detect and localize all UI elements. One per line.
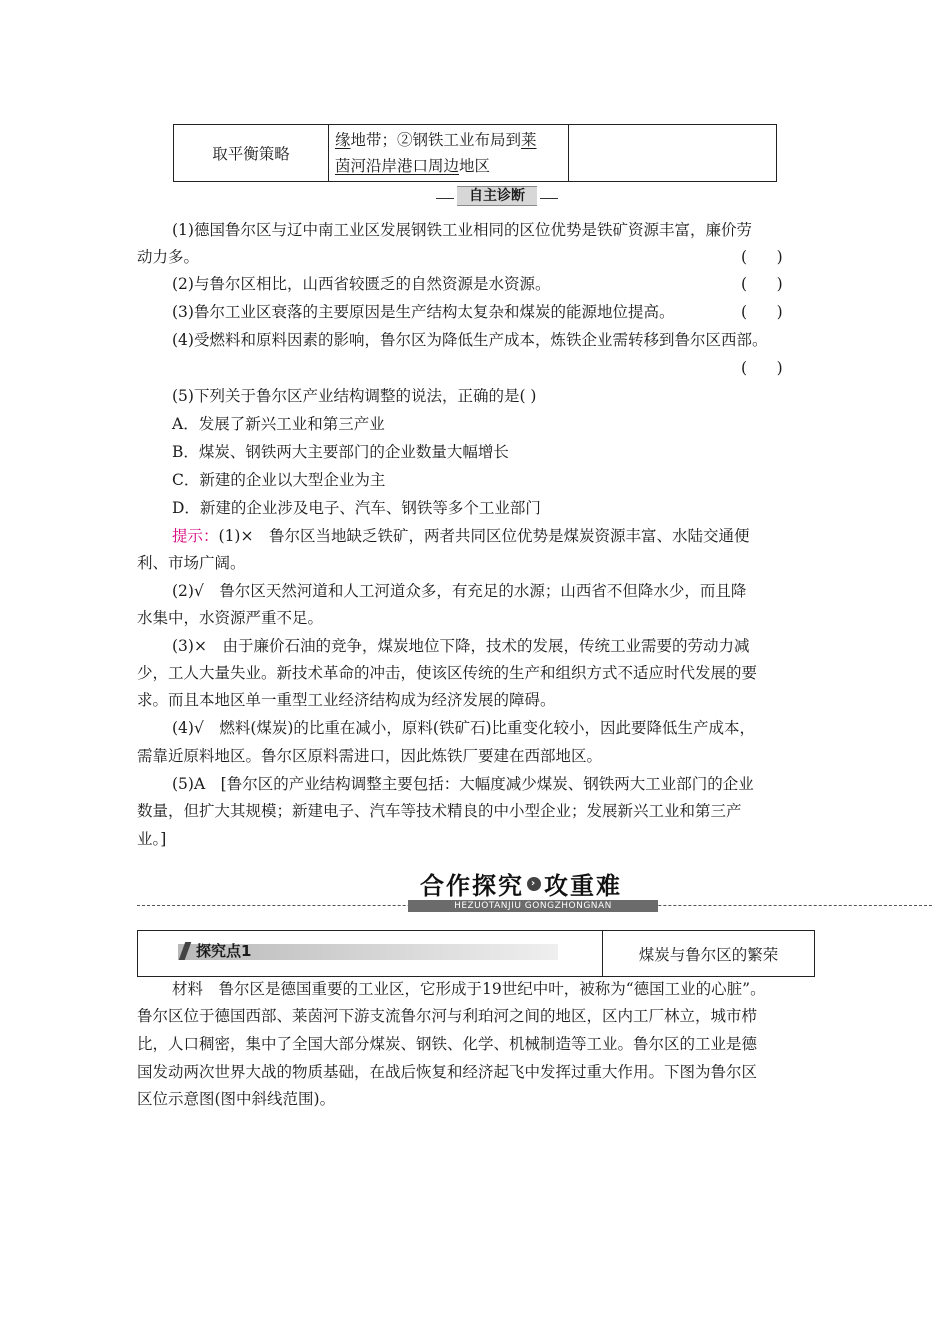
option-d: D．新建的企业涉及电子、汽车、钢铁等多个工业部门 (172, 499, 541, 517)
hint-answer-5-cont: 数量，但扩大其规模；新建电子、汽车等技术精良的中小型企业；发展新兴工业和第三产 (137, 802, 742, 820)
underlined-text: 莱 (521, 131, 537, 149)
material-para-cont: 国发动两次世界大战的物质基础，在战后恢复和经济起飞中发挥过重大作用。下图为鲁尔区 (137, 1063, 758, 1081)
header-rule-left (436, 198, 454, 199)
material-para-cont: 区位示意图(图中斜线范围)。 (137, 1090, 336, 1108)
answer-blank: ( ) (741, 248, 783, 266)
cell-text: 地区 (459, 157, 491, 175)
hint-answer-3: (3)× 由于廉价石油的竞争，煤炭地位下降，技术的发展，传统工业需要的劳动力减 (172, 637, 750, 655)
cooperation-subtitle: HEZUOTANJIU GONGZHONGNAN (408, 900, 658, 912)
option-a: A．发展了新兴工业和第三产业 (172, 415, 385, 433)
underlined-text: 茵河沿岸港口周边 (335, 157, 460, 175)
material-para-cont: 比，人口稠密，集中了全国大部分煤炭、钢铁、化学、机械制造等工业。鲁尔区的工业是德 (137, 1035, 758, 1053)
header-rule-right (540, 198, 558, 199)
question-1-cont: 动力多。 (137, 248, 200, 266)
hint-answer-3-cont: 少，工人大量失业。新技术革命的冲击，使该区传统的生产和组织方式不适应时代发展的要 (137, 664, 758, 682)
explore-label-cell (138, 931, 603, 976)
cooperation-header (420, 866, 622, 901)
strategy-label-cell: 取平衡策略 (174, 125, 329, 181)
option-b: B．煤炭、钢铁两大主要部门的企业数量大幅增长 (172, 443, 509, 461)
explore-label: 探究点1 (196, 942, 252, 960)
explore-topic: 煤炭与鲁尔区的繁荣 (638, 945, 779, 964)
question-1: (1)德国鲁尔区与辽中南工业区发展钢铁工业相同的区位优势是铁矿资源丰富，廉价劳 (172, 221, 752, 239)
hint-answer-1 (172, 525, 749, 547)
question-3: (3)鲁尔工业区衰落的主要原因是生产结构太复杂和煤炭的能源地位提高。 (172, 303, 675, 321)
material-para: 材料 鲁尔区是德国重要的工业区，它形成于19世纪中叶，被称为“德国工业的心脏”。 (172, 980, 766, 998)
material-para-cont: 鲁尔区位于德国西部、莱茵河下游支流鲁尔河与利珀河之间的地区，区内工厂林立，城市栉 (137, 1007, 758, 1025)
strategy-table-row (173, 124, 777, 182)
question-4: (4)受燃料和原料因素的影响，鲁尔区为降低生产成本，炼铁企业需转移到鲁尔区西部。 (172, 331, 768, 349)
explore-point-table (137, 930, 815, 977)
cell-text: 地带；②钢铁工业布局到 (350, 131, 522, 149)
question-5: (5)下列关于鲁尔区产业结构调整的说法，正确的是( ) (172, 387, 537, 405)
explore-tag (178, 940, 698, 962)
arrow-dot-icon: › (527, 877, 541, 891)
option-c: C．新建的企业以大型企业为主 (172, 471, 386, 489)
hint-answer-2: (2)√ 鲁尔区天然河道和人工河道众多，有充足的水源；山西省不但降水少，而且降 (172, 582, 747, 600)
cooperation-title-left: 合作探究 (420, 872, 524, 900)
hint-answer-5-cont: 业。] (137, 830, 167, 848)
answer-blank: ( ) (741, 275, 783, 293)
hint-label: 提示： (172, 527, 219, 545)
self-diagnosis-title: 自主诊断 (457, 186, 537, 206)
hint-answer-4: (4)√ 燃料(煤炭)的比重在减小，原料(铁矿石)比重变化较小，因此要降低生产成本， (172, 719, 756, 737)
underlined-text: 缘 (335, 131, 351, 149)
strategy-content-cell (329, 125, 569, 181)
empty-cell (569, 125, 776, 181)
hint-text: (1)× 鲁尔区当地缺乏铁矿，两者共同区位优势是煤炭资源丰富、水陆交通便 (218, 527, 750, 545)
hint-answer-5: (5)A [鲁尔区的产业结构调整主要包括：大幅度减少煤炭、钢铁两大工业部门的企业 (172, 775, 754, 793)
hint-answer-4-cont: 需靠近原料地区。鲁尔区原料需进口，因此炼铁厂要建在西部地区。 (137, 747, 603, 765)
hint-answer-1-cont: 利、市场广阔。 (137, 554, 246, 572)
question-2: (2)与鲁尔区相比，山西省较匮乏的自然资源是水资源。 (172, 275, 551, 293)
hint-answer-3-cont: 求。而且本地区单一重型工业经济结构成为经济发展的障碍。 (137, 691, 556, 709)
hint-answer-2-cont: 水集中，水资源严重不足。 (137, 609, 324, 627)
answer-blank: ( ) (741, 303, 783, 321)
answer-blank: ( ) (741, 359, 783, 377)
cooperation-title-right: 攻重难 (544, 872, 622, 900)
self-diagnosis-header (436, 186, 558, 206)
cooperation-title (420, 866, 622, 901)
